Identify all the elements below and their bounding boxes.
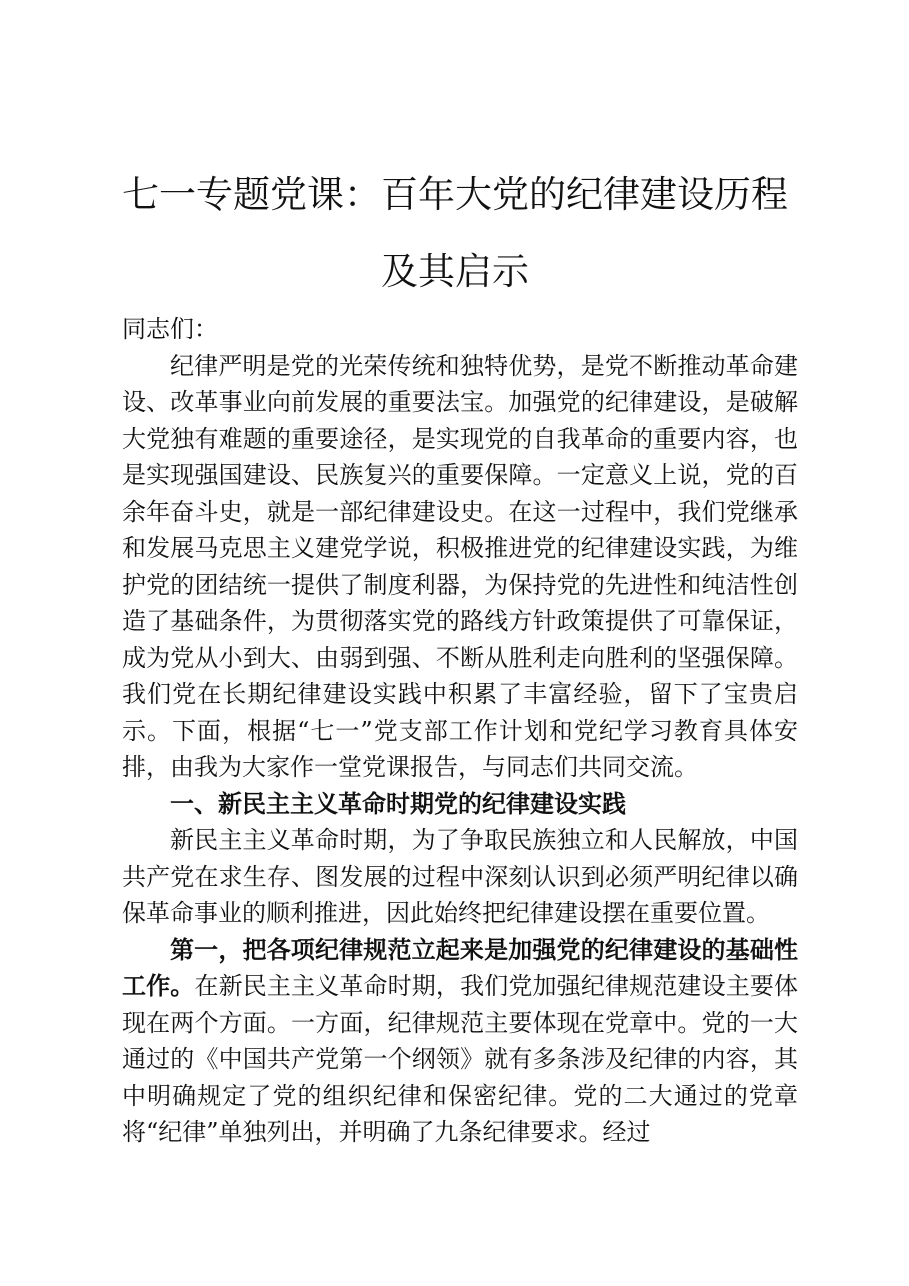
document-title: 七一专题党课：百年大党的纪律建设历程及其启示 <box>122 173 788 293</box>
point-paragraph <box>122 932 798 1151</box>
point-body: 在新民主主义革命时期，我们党加强纪律规范建设主要体现在两个方面。一方面，纪律规范主要体现在党章中。党的一大通过的《中国共产党第一个纲领》就有多条涉及纪律的内容，其中明确规定了党的组织纪律和保密纪律。党的二大通过的党章将“纪律”单独列出，并明确了九条纪律要求。经过 <box>122 972 799 1146</box>
document-body <box>122 311 798 1151</box>
section-heading: 一、新民主主义革命时期党的纪律建设实践 <box>170 789 626 818</box>
point-lead: 第一，把各项纪律规范立起来是加强党的纪律建设的基础性工作。 <box>122 934 798 1000</box>
section-paragraph: 新民主主义革命时期，为了争取民族独立和人民解放，中国共产党在求生存、图发展的过程中深刻认识到必须严明纪律以确保革命事业的顺利推进，因此始终把纪律建设摆在重要位置。 <box>122 826 798 927</box>
intro-paragraph: 纪律严明是党的光荣传统和独特优势，是党不断推动革命建设、改革事业向前发展的重要法宝。加强党的纪律建设，是破解大党独有难题的重要途径，是实现党的自我革命的重要内容，也是实现强国建设、民族复兴的重要保障。一定意义上说，党的百余年奋斗史，就是一部纪律建设史。在这一过程中，我们党继承和发展马克思主义建党学说，积极推进党的纪律建设实践，为维护党的团结统一提供了制度利器，为保持党的先进性和纯洁性创造了基础条件，为贯彻落实党的路线方针政策提供了可靠保证，成为党从小到大、由弱到强、不断从胜利走向胜利的坚强保障。我们党在长期纪律建设实践中积累了丰富经验，留下了宝贵启示。下面，根据“七一”党支部工作计划和党纪学习教育具体安排，由我为大家作一堂党课报告，与同志们共同交流。 <box>122 351 798 781</box>
salutation: 同志们： <box>122 315 218 343</box>
